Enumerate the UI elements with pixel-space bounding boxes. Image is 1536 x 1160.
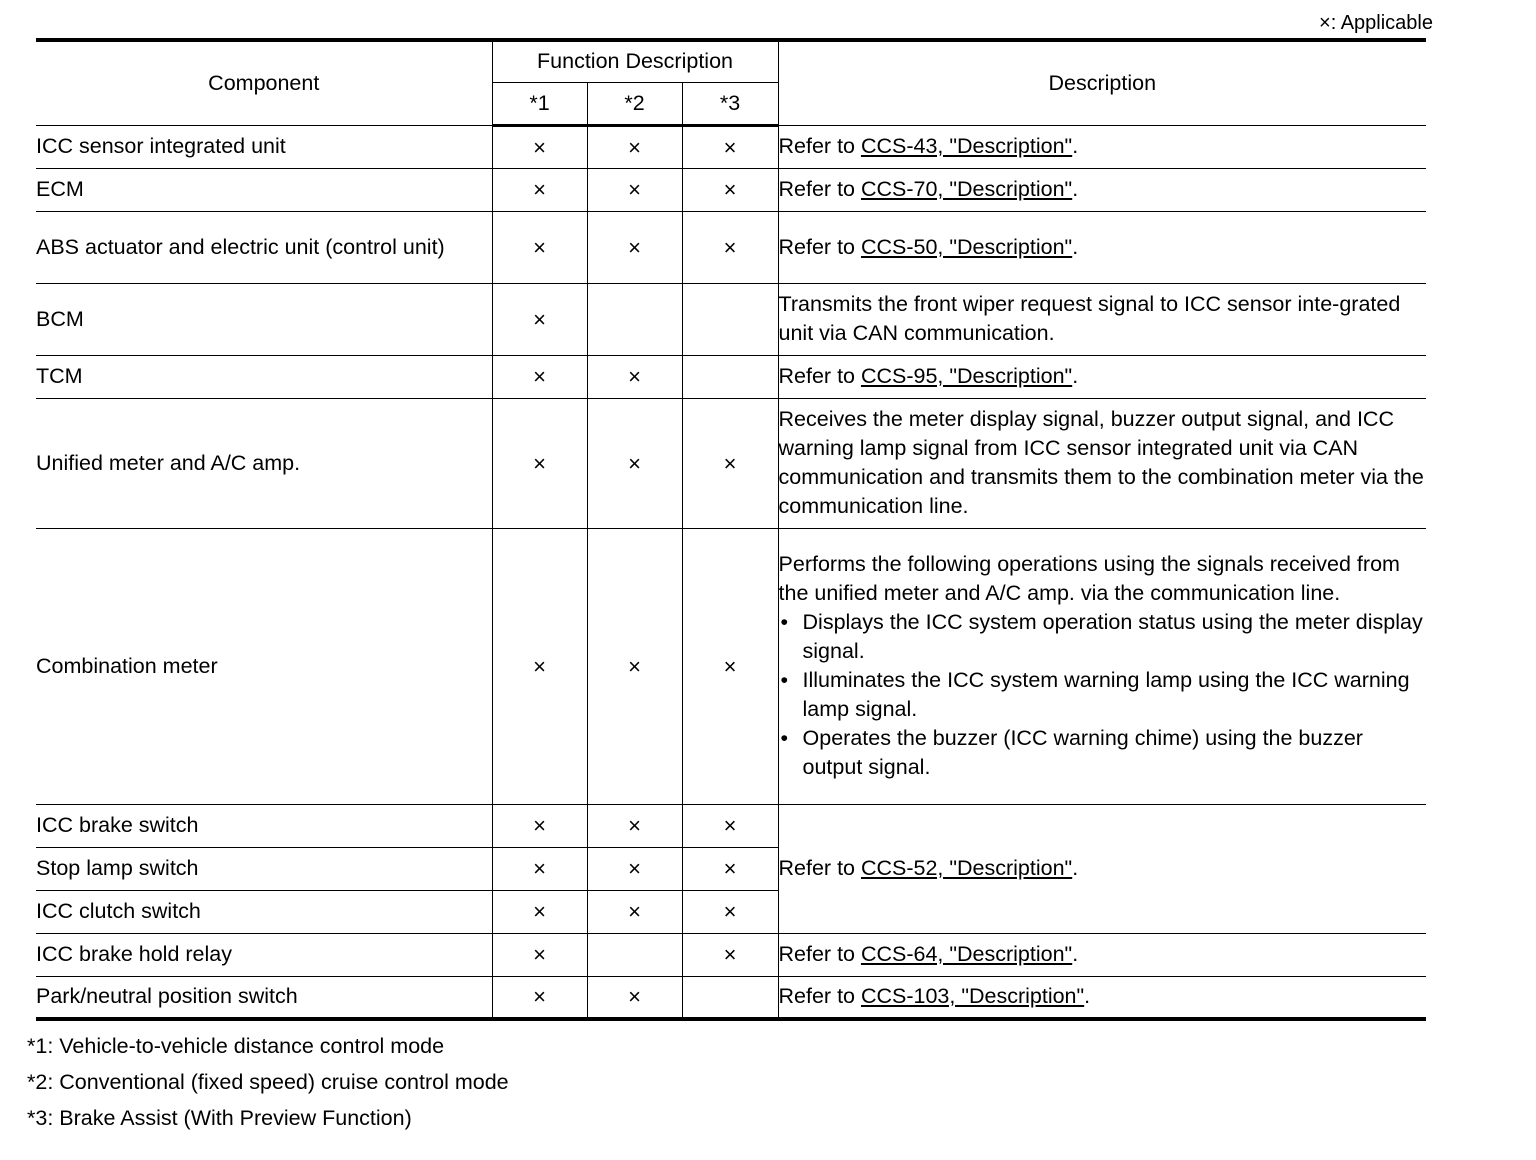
mark-cell: × [587, 398, 682, 528]
reference-link[interactable]: CCS-95, "Description" [860, 364, 1073, 388]
mark-cell: × [492, 804, 587, 847]
mark-cell: × [492, 847, 587, 890]
component-name: Unified meter and A/C amp. [36, 398, 492, 528]
mark-cell: × [492, 283, 587, 355]
description-prefix: Refer to [778, 134, 861, 158]
mark-cell: × [587, 847, 682, 890]
mark-cell: × [587, 976, 682, 1019]
table-row [36, 976, 1426, 1019]
description-suffix: . [1072, 364, 1079, 388]
description-cell [778, 804, 1426, 933]
reference-link[interactable]: CCS-50, "Description" [860, 234, 1073, 259]
mark-cell: × [587, 528, 682, 804]
description-suffix: . [1072, 856, 1079, 880]
mark-cell: × [492, 976, 587, 1019]
mark-cell: × [492, 355, 587, 398]
table-row [36, 804, 1426, 847]
header-function-2: *2 [587, 82, 682, 125]
header-component: Component [36, 40, 492, 125]
footnote: *3: Brake Assist (With Preview Function) [27, 1106, 412, 1130]
description-cell [778, 528, 1426, 804]
component-name: ABS actuator and electric unit (control unit) [36, 211, 492, 283]
header-function-3: *3 [682, 82, 778, 125]
mark-cell: × [682, 933, 778, 976]
reference-link[interactable]: CCS-70, "Description" [860, 177, 1073, 201]
mark-cell [587, 933, 682, 976]
description-suffix: . [1072, 177, 1079, 201]
component-name: Stop lamp switch [36, 847, 492, 890]
operation-item: • Operates the buzzer (ICC warning chime) using the buzzer output signal. [779, 724, 1427, 782]
mark-cell: × [587, 125, 682, 168]
component-name: BCM [36, 283, 492, 355]
mark-cell: × [682, 211, 778, 283]
mark-cell: × [682, 398, 778, 528]
header-row [36, 40, 1426, 82]
component-name: ECM [36, 168, 492, 211]
mark-cell: × [492, 211, 587, 283]
table-row [36, 283, 1426, 355]
table-row [36, 933, 1426, 976]
footnote: *1: Vehicle-to-vehicle distance control mode [27, 1034, 445, 1058]
description-prefix: Refer to [778, 856, 861, 880]
applicable-symbol: × [1319, 12, 1331, 34]
mark-cell: × [682, 125, 778, 168]
mark-cell: × [492, 528, 587, 804]
mark-cell [587, 283, 682, 355]
description-text: Transmits the front wiper request signal to ICC sensor inte-grated unit via CAN communication. [778, 283, 1426, 355]
table-row [36, 528, 1426, 804]
table-row [36, 168, 1426, 211]
description-intro: Performs the following operations using the signals received from the unified meter and A/C amp. via the communication line. [778, 552, 1400, 605]
mark-cell: × [587, 890, 682, 933]
mark-cell: × [587, 355, 682, 398]
description-cell [778, 125, 1426, 168]
reference-link[interactable]: CCS-52, "Description" [860, 856, 1073, 880]
description-cell [778, 168, 1426, 211]
description-cell [778, 355, 1426, 398]
mark-cell: × [492, 890, 587, 933]
footnote: *2: Conventional (fixed speed) cruise control mode [27, 1070, 509, 1094]
mark-cell: × [492, 168, 587, 211]
component-name: ICC brake switch [36, 804, 492, 847]
table-row [36, 355, 1426, 398]
component-name: ICC brake hold relay [36, 933, 492, 976]
mark-cell: × [587, 168, 682, 211]
description-cell [778, 211, 1426, 283]
header-description: Description [778, 40, 1426, 125]
mark-cell [682, 976, 778, 1019]
reference-link[interactable]: CCS-103, "Description" [860, 984, 1085, 1009]
reference-link[interactable]: CCS-64, "Description" [860, 942, 1073, 966]
mark-cell: × [682, 847, 778, 890]
description-suffix: . [1084, 984, 1091, 1009]
component-name: TCM [36, 355, 492, 398]
applicable-legend [1319, 9, 1433, 38]
operation-item: • Illuminates the ICC system warning lamp using the ICC warning lamp signal. [779, 666, 1427, 724]
header-function-1: *1 [492, 82, 587, 125]
mark-cell: × [492, 125, 587, 168]
mark-cell: × [682, 890, 778, 933]
mark-cell: × [492, 398, 587, 528]
description-prefix: Refer to [778, 942, 861, 966]
table-row [36, 211, 1426, 283]
operations-list [779, 608, 1427, 782]
description-cell [778, 976, 1426, 1019]
component-name: ICC clutch switch [36, 890, 492, 933]
reference-link[interactable]: CCS-43, "Description" [860, 134, 1073, 158]
applicable-label: : Applicable [1330, 12, 1433, 34]
mark-cell: × [682, 528, 778, 804]
table-row [36, 125, 1426, 168]
mark-cell [682, 283, 778, 355]
operation-item: • Displays the ICC system operation status using the meter display signal. [779, 608, 1427, 666]
mark-cell [682, 355, 778, 398]
mark-cell: × [682, 804, 778, 847]
mark-cell: × [587, 211, 682, 283]
component-name: ICC sensor integrated unit [36, 125, 492, 168]
mark-cell: × [587, 804, 682, 847]
description-prefix: Refer to [778, 177, 861, 201]
description-suffix: . [1072, 134, 1079, 158]
description-text: Receives the meter display signal, buzzer output signal, and ICC warning lamp signal from ICC sensor integrated unit via CAN communication and transmits them to the combination meter via the communication line. [778, 398, 1426, 528]
footnotes [27, 1032, 509, 1140]
description-prefix: Refer to [778, 984, 861, 1009]
component-table [36, 38, 1426, 1021]
description-suffix: . [1072, 234, 1079, 259]
description-suffix: . [1072, 942, 1079, 966]
description-cell [778, 933, 1426, 976]
header-function-description: Function Description [492, 40, 778, 82]
description-prefix: Refer to [778, 234, 861, 259]
mark-cell: × [682, 168, 778, 211]
component-name: Combination meter [36, 528, 492, 804]
mark-cell: × [492, 933, 587, 976]
table-row [36, 398, 1426, 528]
component-name: Park/neutral position switch [36, 976, 492, 1019]
description-prefix: Refer to [778, 364, 861, 388]
